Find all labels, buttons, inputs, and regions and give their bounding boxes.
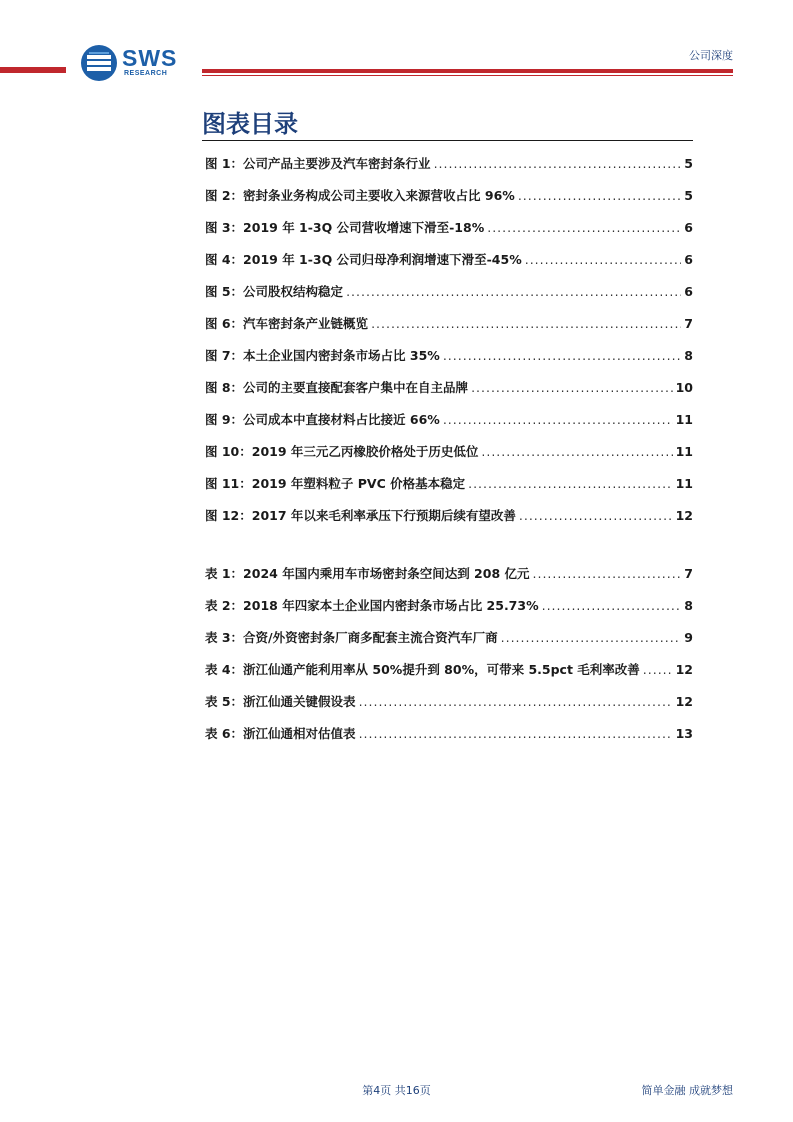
table-list <box>205 564 693 756</box>
entry-page: 8 <box>684 598 693 613</box>
title-rule <box>202 140 693 141</box>
entry-page: 12 <box>675 662 693 677</box>
entry-label: 表 6：浙江仙通相对估值表 <box>205 726 356 741</box>
footer-page-number: 第4页 共16页 <box>362 1084 431 1097</box>
entry-label: 表 2：2018 年四家本土企业国内密封条市场占比 25.73% <box>205 598 539 613</box>
figure-list <box>205 154 693 538</box>
entry-page: 13 <box>675 726 693 741</box>
entry-page: 6 <box>684 284 693 299</box>
entry-label: 图 1：公司产品主要涉及汽车密封条行业 <box>205 156 431 171</box>
leader-dots <box>443 348 681 363</box>
toc-entry-figure-5[interactable] <box>205 282 693 314</box>
entry-label: 图 3：2019 年 1-3Q 公司营收增速下滑至-18% <box>205 220 485 235</box>
leader-dots <box>542 598 682 613</box>
toc-entry-figure-7[interactable] <box>205 346 693 378</box>
entry-label: 图 6：汽车密封条产业链概览 <box>205 316 369 331</box>
leader-dots <box>443 412 673 427</box>
toc-entry-figure-3[interactable] <box>205 218 693 250</box>
entry-page: 6 <box>684 220 693 235</box>
entry-label: 图 9：公司成本中直接材料占比接近 66% <box>205 412 440 427</box>
entry-label: 图 4：2019 年 1-3Q 公司归母净利润增速下滑至-45% <box>205 252 522 267</box>
entry-page: 5 <box>684 156 693 171</box>
entry-label: 图 10：2019 年三元乙丙橡胶价格处于历史低位 <box>205 444 479 459</box>
leader-dots <box>359 694 673 709</box>
toc-entry-table-6[interactable] <box>205 724 693 756</box>
footer-slogan: 简单金融 成就梦想 <box>641 1084 733 1097</box>
leader-dots <box>371 316 681 331</box>
logo-text: SWS <box>122 45 178 71</box>
entry-page: 7 <box>684 566 693 581</box>
toc-entry-figure-1[interactable] <box>205 154 693 186</box>
leader-dots <box>468 476 672 491</box>
report-type-label: 公司深度 <box>689 49 733 62</box>
leader-dots <box>471 380 673 395</box>
entry-label: 表 4：浙江仙通产能利用率从 50%提升到 80%，可带来 5.5pct 毛利率改善 <box>205 662 640 677</box>
leader-dots <box>643 662 673 677</box>
leader-dots <box>487 220 681 235</box>
entry-label: 表 1：2024 年国内乘用车市场密封条空间达到 208 亿元 <box>205 566 530 581</box>
company-logo <box>80 44 190 84</box>
toc-entry-figure-10[interactable] <box>205 442 693 474</box>
toc-entry-figure-8[interactable] <box>205 378 693 410</box>
entry-page: 12 <box>675 508 693 523</box>
entry-page: 8 <box>684 348 693 363</box>
entry-label: 图 8：公司的主要直接配套客户集中在自主品牌 <box>205 380 469 395</box>
toc-entry-table-1[interactable] <box>205 564 693 596</box>
toc-entry-figure-4[interactable] <box>205 250 693 282</box>
leader-dots <box>519 508 673 523</box>
toc-entry-figure-2[interactable] <box>205 186 693 218</box>
sws-logo-icon <box>80 44 118 82</box>
header-divider-thin <box>202 75 733 76</box>
entry-label: 图 5：公司股权结构稳定 <box>205 284 344 299</box>
toc-entry-table-3[interactable] <box>205 628 693 660</box>
logo-subtext: RESEARCH <box>124 70 168 77</box>
leader-dots <box>434 156 682 171</box>
entry-page: 6 <box>684 252 693 267</box>
entry-page: 11 <box>675 412 693 427</box>
entry-page: 12 <box>675 694 693 709</box>
leader-dots <box>346 284 681 299</box>
entry-page: 11 <box>675 444 693 459</box>
entry-page: 7 <box>684 316 693 331</box>
toc-entry-table-5[interactable] <box>205 692 693 724</box>
entry-page: 9 <box>684 630 693 645</box>
leader-dots <box>359 726 673 741</box>
toc-entry-figure-9[interactable] <box>205 410 693 442</box>
entry-page: 10 <box>675 380 693 395</box>
entry-label: 图 11：2019 年塑料粒子 PVC 价格基本稳定 <box>205 476 466 491</box>
entry-label: 表 3：合资/外资密封条厂商多配套主流合资汽车厂商 <box>205 630 498 645</box>
leader-dots <box>501 630 682 645</box>
leader-dots <box>481 444 672 459</box>
entry-page: 5 <box>684 188 693 203</box>
leader-dots <box>525 252 682 267</box>
toc-title: 图表目录 <box>202 110 298 138</box>
leader-dots <box>533 566 682 581</box>
toc-entry-table-4[interactable] <box>205 660 693 692</box>
toc-entry-figure-12[interactable] <box>205 506 693 538</box>
toc-entry-table-2[interactable] <box>205 596 693 628</box>
entry-label: 图 12：2017 年以来毛利率承压下行预期后续有望改善 <box>205 508 516 523</box>
entry-page: 11 <box>675 476 693 491</box>
header-divider-right <box>202 69 733 73</box>
entry-label: 图 7：本土企业国内密封条市场占比 35% <box>205 348 440 363</box>
toc-entry-figure-6[interactable] <box>205 314 693 346</box>
header-divider-left <box>0 67 66 73</box>
toc-entry-figure-11[interactable] <box>205 474 693 506</box>
entry-label: 表 5：浙江仙通关键假设表 <box>205 694 356 709</box>
entry-label: 图 2：密封条业务构成公司主要收入来源营收占比 96% <box>205 188 515 203</box>
leader-dots <box>518 188 681 203</box>
